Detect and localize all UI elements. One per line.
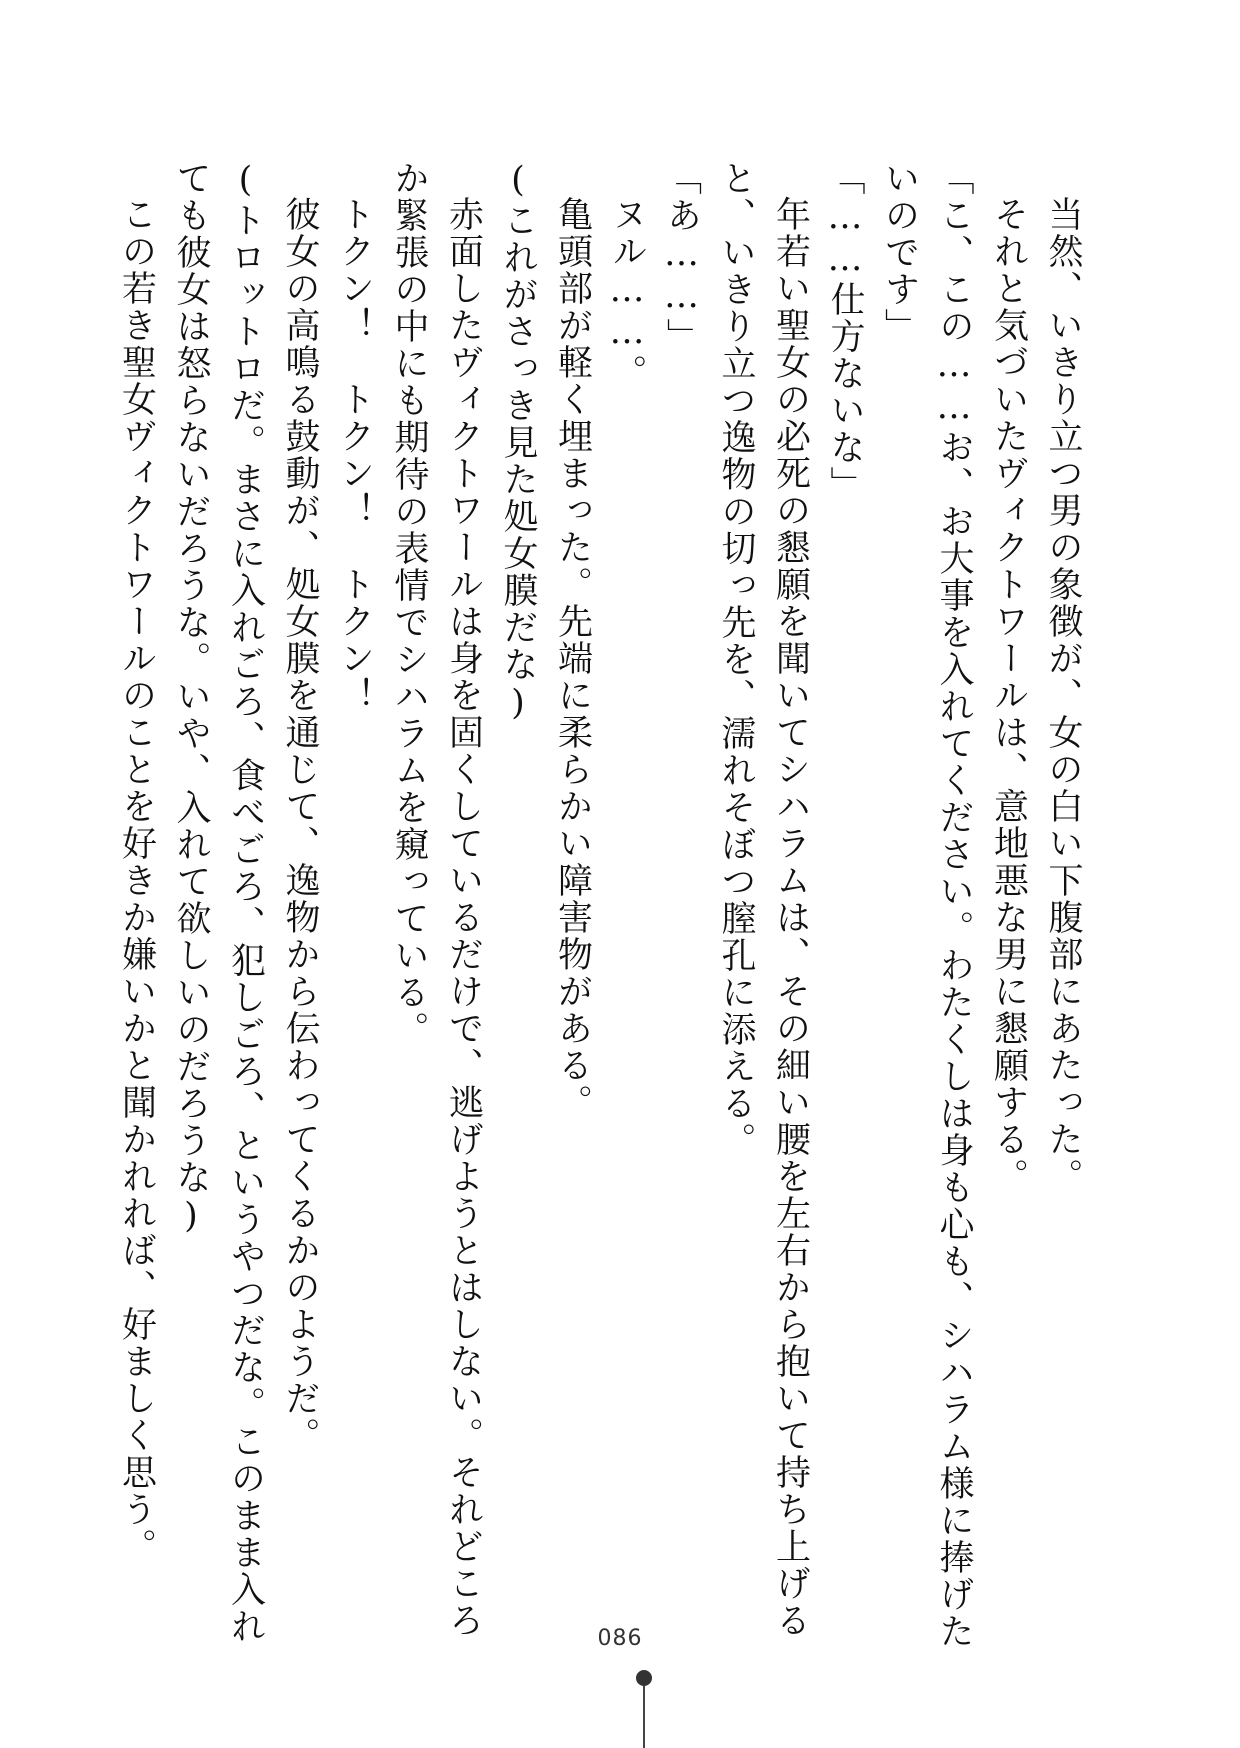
text-line-17: ても彼女は怒らないだろうな。いや、入れて欲しいのだろうな) bbox=[171, 160, 211, 1238]
text-line-3: 「こ、この……お、お大事を入れてください。わたくしは身も心も、シハラム様に捧げた bbox=[934, 160, 974, 1650]
text-line-18: この若き聖女ヴィクトワールのことを好きか嫌いかと聞かれれば、好ましく思う。 bbox=[116, 196, 157, 1565]
text-line-2: それと気づいたヴィクトワールは、意地悪な男に懇願する。 bbox=[988, 196, 1029, 1195]
text-line-4: いのです」 bbox=[879, 160, 920, 345]
text-line-14: トクン！ トクン！ トクン！ bbox=[334, 196, 375, 714]
text-line-11: (これがさっき見た処女膜だな) bbox=[498, 160, 538, 725]
text-line-10: 亀頭部が軽く埋まった。先端に柔らかい障害物がある。 bbox=[552, 196, 593, 1121]
footer-line-ornament bbox=[643, 1686, 645, 1748]
page-number: 086 bbox=[597, 1626, 643, 1651]
text-line-8: 「あ……」 bbox=[661, 160, 702, 355]
text-line-9: ヌル……。 bbox=[607, 196, 647, 391]
text-line-1: 当然、いきり立つ男の象徴が、女の白い下腹部にあたった。 bbox=[1043, 196, 1083, 1195]
text-line-15: 彼女の高鳴る鼓動が、処女膜を通じて、逸物から伝わってくるかのようだ。 bbox=[280, 196, 320, 1454]
text-line-5: 「……仕方ないな」 bbox=[825, 160, 865, 503]
text-line-13: か緊張の中にも期待の表情でシハラムを窺っている。 bbox=[389, 160, 429, 1048]
text-line-7: と、いきり立つ逸物の切っ先を、濡れそぼつ膣孔に添える。 bbox=[716, 160, 756, 1159]
text-line-6: 年若い聖女の必死の懇願を聞いてシハラムは、その細い腰を左右から抱いて持ち上げる bbox=[770, 196, 811, 1639]
text-line-12: 赤面したヴィクトワールは身を固くしているだけで、逃げようとはしない。それどころ bbox=[443, 196, 484, 1639]
text-line-16: (トロットロだ。まさに入れごろ、食べごろ、犯しごろ、というやつだな。このまま入れ bbox=[225, 160, 266, 1645]
footer-dot-ornament bbox=[636, 1670, 652, 1686]
